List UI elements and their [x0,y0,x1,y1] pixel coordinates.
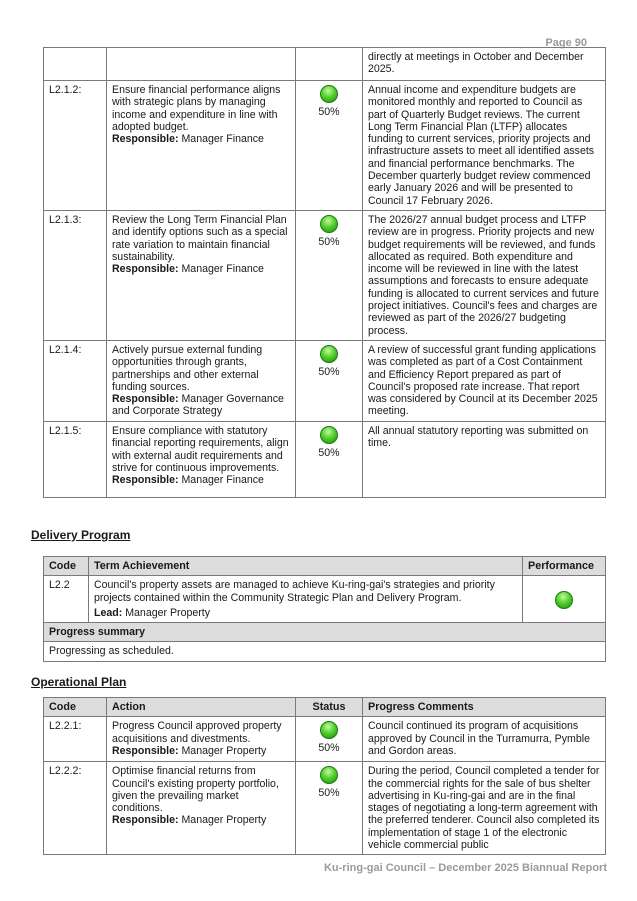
table-header-row [44,698,606,717]
delivery-program-table [43,556,606,662]
term-text: Council's property assets are managed to achieve Ku-ring-gai's strategies and priority projects contained within the Community Strategic Plan and Delivery Program. [94,579,495,604]
status-green-icon [320,215,338,233]
action-code: L2.1.3: [44,210,107,340]
operational-plan-heading: Operational Plan [31,675,127,689]
responsible: Responsible: Manager Finance [112,474,264,487]
table-row [44,717,606,762]
operational-plan-table-continued [43,47,606,498]
responsible: Responsible: Manager Property [112,814,267,827]
responsible: Responsible: Manager Finance [112,133,264,146]
table-row [44,340,606,421]
action-code: L2.2.1: [44,717,107,762]
status-percent: 50% [318,446,340,459]
progress-comment: directly at meetings in October and December 2025. [363,48,606,81]
column-header-status: Status [296,698,363,717]
column-header-performance: Performance [523,557,606,576]
responsible: Responsible: Manager Governance and Corporate Strategy [112,393,284,418]
operational-plan-table [43,697,606,855]
table-row [44,762,606,855]
column-header-action: Action [107,698,296,717]
progress-comment: The 2026/27 annual budget process and LTFP review are in progress. Priority projects and new budget requirements will be reviewed, and funds allocated as required. Both expenditure and income will be reviewed in line with the latest assumptions and forecasts to ensure adequate funding is allocated to current services and future project initiatives. Council's fees and charges are reviewed as part of the 2026/27 budgeting process. [363,210,606,340]
progress-comment: A review of successful grant funding applications was completed as part of a Cost Containment and Efficiency Report prepared as part of Council's proposed rate increase. That report was considered by Council at its December 2025 meeting. [363,340,606,421]
responsible: Responsible: Manager Finance [112,263,264,276]
table-row [44,81,606,211]
progress-summary-row [44,642,606,661]
column-header-term: Term Achievement [89,557,523,576]
footer-report-title: Ku-ring-gai Council – December 2025 Biannual Report [323,862,607,874]
status-green-icon [320,345,338,363]
progress-comment: Annual income and expenditure budgets are monitored monthly and reported to Council as part of Quarterly Budget reviews. The current Long Term Financial Plan (LTFP) allocates funding to current services, priority projects and infrastructure assets to meet all identified assets and financial performance benchmarks. The December quarterly budget review commenced early January 2026 and will be presented to Council 17 February 2026. [363,81,606,211]
progress-summary-text: Progressing as scheduled. [44,642,606,661]
column-header-code: Code [44,698,107,717]
table-row [44,576,606,623]
status-percent: 50% [318,787,340,800]
status-green-icon [320,721,338,739]
action-text: Ensure financial performance aligns with strategic plans by managing income and expenditure in line with adopted budget. [112,84,281,133]
action-text: Optimise financial returns from Council's existing property portfolio, given the prevailing market conditions. [112,765,279,815]
status-green-icon [320,85,338,103]
action-code: L2.1.2: [44,81,107,211]
table-header-row [44,557,606,576]
status-percent: 50% [318,235,340,248]
performance-green-icon [555,591,573,609]
lead: Lead: Manager Property [94,606,211,619]
action-code: L2.1.5: [44,421,107,497]
table-row [44,210,606,340]
progress-comment: Council continued its program of acquisitions approved by Council in the Turramurra, Pymble and Gordon areas. [363,717,606,762]
status-percent: 50% [318,106,340,118]
table-row [44,48,606,81]
action-text: Review the Long Term Financial Plan and identify options such as a special rate variation to maintain financial sustainability. [112,213,288,263]
column-header-progress-comments: Progress Comments [363,698,606,717]
action-text: Actively pursue external funding opportunities through grants, partnerships and other external funding sources. [112,343,263,393]
action-code: L2.2.2: [44,762,107,855]
status-green-icon [320,766,338,784]
responsible: Responsible: Manager Property [112,744,267,757]
column-header-code: Code [44,557,89,576]
status-percent: 50% [318,365,340,378]
action-code: L2.1.4: [44,340,107,421]
table-row [44,421,606,497]
progress-comment: All annual statutory reporting was submitted on time. [363,421,606,497]
status-green-icon [320,426,338,444]
progress-comment: During the period, Council completed a tender for the commercial rights for the sale of bus shelter advertising in Ku-ring-gai and are in the final stages of negotiating a long-term agreement with the preferred tenderer. Council also completed its implementation of stage 1 of the electronic vehicle commercial public [363,762,606,855]
delivery-program-heading: Delivery Program [31,528,131,542]
term-code: L2.2 [44,576,89,623]
page-number: Page 90 [545,37,587,49]
action-text: Ensure compliance with statutory financial reporting requirements, align with external audit requirements and strive for continuous improvements. [112,424,289,474]
action-text: Progress Council approved property acquisitions and divestments. [112,720,282,745]
progress-summary-header: Progress summary [44,623,606,642]
status-percent: 50% [318,742,340,755]
